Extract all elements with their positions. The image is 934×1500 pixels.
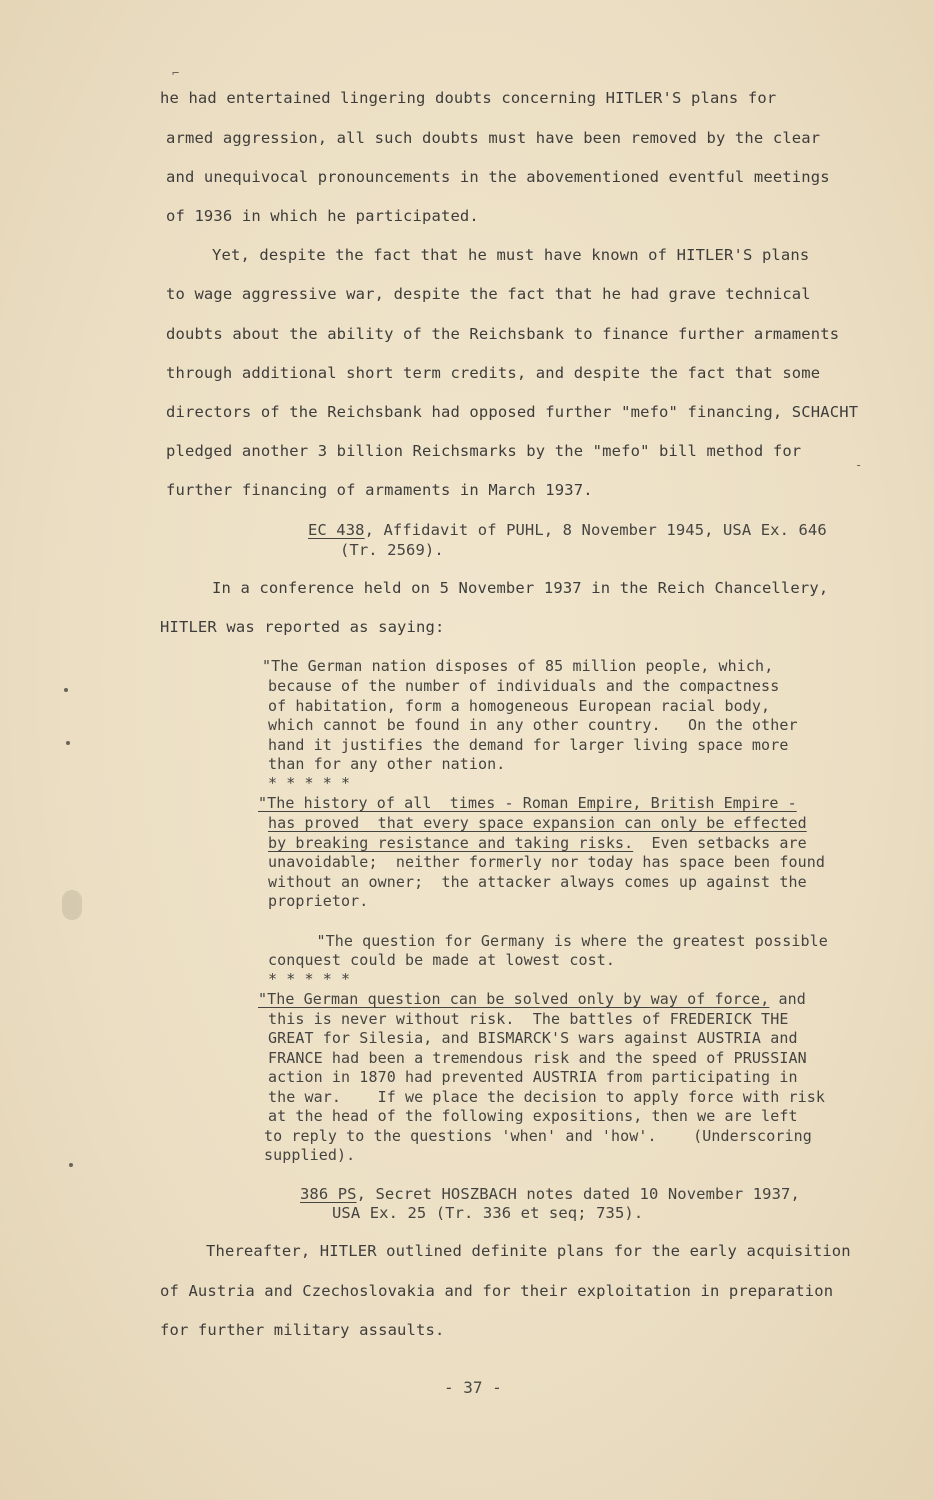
pencil-mark: ⌐ xyxy=(172,66,180,80)
quote-line: action in 1870 had prevented AUSTRIA from participating in xyxy=(268,1068,798,1086)
body-line: of 1936 in which he participated. xyxy=(166,207,479,225)
quote-line: unavoidable; neither formerly nor today has space been found xyxy=(268,853,825,871)
page-number: - 37 - xyxy=(444,1378,502,1397)
body-line: to wage aggressive war, despite the fact that he had grave technical xyxy=(166,285,811,303)
paper-stain xyxy=(62,890,82,920)
quote-line: at the head of the following expositions, then we are left xyxy=(268,1107,798,1125)
quote-line: "The question for Germany is where the greatest possible xyxy=(280,932,828,950)
quote-line: this is never without risk. The battles of FREDERICK THE xyxy=(268,1010,789,1028)
citation-ref: EC 438 xyxy=(308,521,365,539)
citation-text: USA Ex. 25 (Tr. 336 et seq; 735). xyxy=(332,1204,644,1222)
body-line: and unequivocal pronouncements in the abovementioned eventful meetings xyxy=(166,168,830,186)
body-line: further financing of armaments in March 1937. xyxy=(166,481,593,499)
body-line: Thereafter, HITLER outlined definite plans for the early acquisition xyxy=(206,1242,851,1260)
quote-line: the war. If we place the decision to apply force with risk xyxy=(268,1088,825,1106)
body-line: for further military assaults. xyxy=(160,1321,445,1339)
quote-underlined-segment: "The German question can be solved only by way of force, xyxy=(258,990,770,1008)
citation xyxy=(300,1185,800,1205)
quote-line: proprietor. xyxy=(268,892,369,910)
margin-mark: - xyxy=(855,458,863,472)
citation-text: (Tr. 2569). xyxy=(340,541,444,559)
quote-line-underlined: "The history of all times - Roman Empire, British Empire - xyxy=(258,794,797,812)
quote-line: because of the number of individuals and the compactness xyxy=(268,677,780,695)
body-line: armed aggression, all such doubts must have been removed by the clear xyxy=(166,129,821,147)
body-line: pledged another 3 billion Reichsmarks by the "mefo" bill method for xyxy=(166,442,802,460)
body-line: directors of the Reichsbank had opposed further "mefo" financing, SCHACHT xyxy=(166,403,859,421)
body-line: Yet, despite the fact that he must have known of HITLER'S plans xyxy=(212,246,810,264)
margin-speck xyxy=(69,1163,73,1167)
quote-line: GREAT for Silesia, and BISMARCK'S wars against AUSTRIA and xyxy=(268,1029,798,1047)
quote-segment: Even setbacks are xyxy=(633,834,807,852)
body-line: In a conference held on 5 November 1937 in the Reich Chancellery, xyxy=(212,579,829,597)
citation-text: , Secret HOSZBACH notes dated 10 November 1937, xyxy=(356,1185,800,1203)
body-line: he had entertained lingering doubts concerning HITLER'S plans for xyxy=(160,89,777,107)
quote-line: than for any other nation. xyxy=(268,755,506,773)
body-line: HITLER was reported as saying: xyxy=(160,618,445,636)
quote-line: which cannot be found in any other country. On the other xyxy=(268,716,798,734)
citation-text: , Affidavit of PUHL, 8 November 1945, USA Ex. 646 xyxy=(364,521,827,539)
quote-line xyxy=(258,990,806,1010)
margin-speck xyxy=(64,688,68,692)
quote-underlined-segment: by breaking resistance and taking risks. xyxy=(268,834,634,852)
quote-line: supplied). xyxy=(264,1146,356,1164)
quote-line: FRANCE had been a tremendous risk and the speed of PRUSSIAN xyxy=(268,1049,807,1067)
quote-line: "The German nation disposes of 85 million people, which, xyxy=(262,657,774,675)
quote-separator: * * * * * xyxy=(268,774,351,792)
body-line: doubts about the ability of the Reichsbank to finance further armaments xyxy=(166,325,840,343)
quote-line: to reply to the questions 'when' and 'how'. (Underscoring xyxy=(264,1127,812,1145)
citation xyxy=(308,521,827,541)
body-line: through additional short term credits, and despite the fact that some xyxy=(166,364,821,382)
margin-speck xyxy=(66,741,70,745)
quote-line: of habitation, form a homogeneous European racial body, xyxy=(268,697,771,715)
quote-line: hand it justifies the demand for larger living space more xyxy=(268,736,789,754)
quote-separator: * * * * * xyxy=(268,970,351,988)
quote-segment: and xyxy=(769,990,806,1008)
quote-line-underlined: has proved that every space expansion can only be effected xyxy=(268,814,807,832)
quote-line: conquest could be made at lowest cost. xyxy=(268,951,615,969)
quote-line: without an owner; the attacker always comes up against the xyxy=(268,873,807,891)
body-line: of Austria and Czechoslovakia and for their exploitation in preparation xyxy=(160,1282,834,1300)
quote-line xyxy=(268,834,807,854)
citation-ref: 386 PS xyxy=(300,1185,357,1203)
